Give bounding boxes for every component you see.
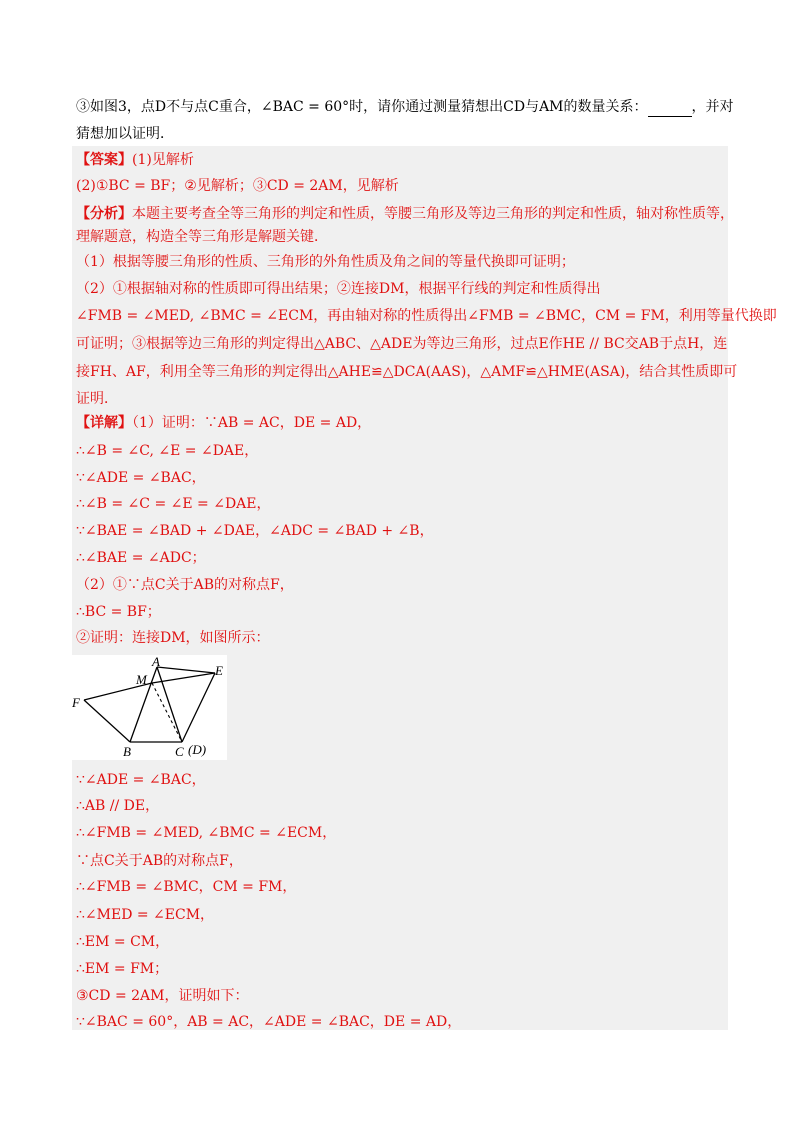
detail-line-7: （2）①∵点C关于AB的对称点F， [76,577,294,593]
detail-line-8: ∴BC = BF； [76,604,161,620]
segment-MC-dashed [152,683,182,742]
detail-line-4: ∴∠B = ∠C = ∠E = ∠DAE， [76,496,271,512]
answer-part-1: (1)见解析 [132,152,194,168]
label-A: A [152,655,160,669]
question-text-1-end: ，并对 [691,99,734,115]
label-M: M [136,672,147,687]
label-F: F [72,695,80,710]
analysis-line-3: （1）根据等腰三角形的性质、三角形的外角性质及角之间的等量代换即可证明； [76,254,575,270]
detail2-line-5: ∴∠FMB = ∠BMC，CM = FM， [76,879,297,895]
analysis-line-6: 可证明；③根据等边三角形的判定得出△ABC、△ADE为等边三角形，过点E作HE // BC交AB于点H，连 [76,336,728,352]
detail2-line-6: ∴∠MED = ∠ECM， [76,907,215,923]
label-E: E [215,663,223,678]
detail-line-9: ②证明：连接DM，如图所示： [76,630,270,646]
detail-line-6: ∴∠BAE = ∠ADC； [76,550,206,566]
detail2-line-8: ∴EM = FM； [76,961,169,977]
analysis-text-1: 本题主要考查全等三角形的判定和性质，等腰三角形及等边三角形的判定和性质，轴对称性质等， [132,206,734,222]
detail2-line-9: ③CD = 2AM，证明如下： [76,988,249,1004]
detail-text-1: （1）证明：∵AB = AC，DE = AD， [132,415,372,431]
detail-tag: 【详解】 [76,415,132,431]
detail2-line-4: ∵点C关于AB的对称点F， [76,853,243,869]
analysis-line-1 [76,204,734,224]
question-line-2: 猜想加以证明． [76,126,174,142]
detail-line-5: ∵∠BAE = ∠BAD + ∠DAE，∠ADC = ∠BAD + ∠B， [76,523,434,539]
answer-line-2: (2)①BC = BF；②见解析；③CD = 2AM，见解析 [76,178,399,194]
detail-line-3: ∵∠ADE = ∠BAC， [76,470,206,486]
analysis-line-2: 理解题意，构造全等三角形是解题关键． [76,229,328,245]
analysis-line-7: 接FH、AF，利用全等三角形的判定得出△AHE≌△DCA(AAS)，△AMF≌△HME(ASA)，结合其性质即可 [76,364,738,380]
geometry-figure [72,655,227,760]
detail2-line-7: ∴EM = CM， [76,934,170,950]
segment-FB [84,700,130,742]
label-B: B [123,744,131,759]
analysis-line-4: （2）①根据轴对称的性质即可得出结果；②连接DM，根据平行线的判定和性质得出 [76,281,601,297]
analysis-line-5: ∠FMB = ∠MED, ∠BMC = ∠ECM，再由轴对称的性质得出∠FMB = ∠BMC，CM = FM，利用等量代换即 [76,308,777,324]
detail-line-2: ∴∠B = ∠C, ∠E = ∠DAE， [76,443,259,459]
geometry-diagram [72,655,227,760]
label-C: C [175,744,184,759]
answer-tag: 【答案】 [76,152,132,168]
label-D: (D) [188,742,207,757]
segment-AE [157,667,215,673]
answer-blank[interactable] [648,102,692,117]
analysis-line-8: 证明． [76,391,118,407]
question-text-1: ③如图3，点D不与点C重合，∠BAC = 60°时，请你通过测量猜想出CD与AM的数量关系： [76,99,648,115]
question-line-1 [76,97,734,117]
segment-EC [182,673,215,742]
detail2-line-2: ∴AB // DE， [76,798,160,814]
detail2-line-3: ∴∠FMB = ∠MED, ∠BMC = ∠ECM， [76,825,337,841]
detail2-line-10: ∵∠BAC = 60°，AB = AC，∠ADE = ∠BAC，DE = AD， [76,1014,462,1030]
detail2-line-1: ∵∠ADE = ∠BAC， [76,772,206,788]
analysis-tag: 【分析】 [76,206,132,222]
detail-line-1 [76,413,371,433]
answer-line-1 [76,150,194,170]
